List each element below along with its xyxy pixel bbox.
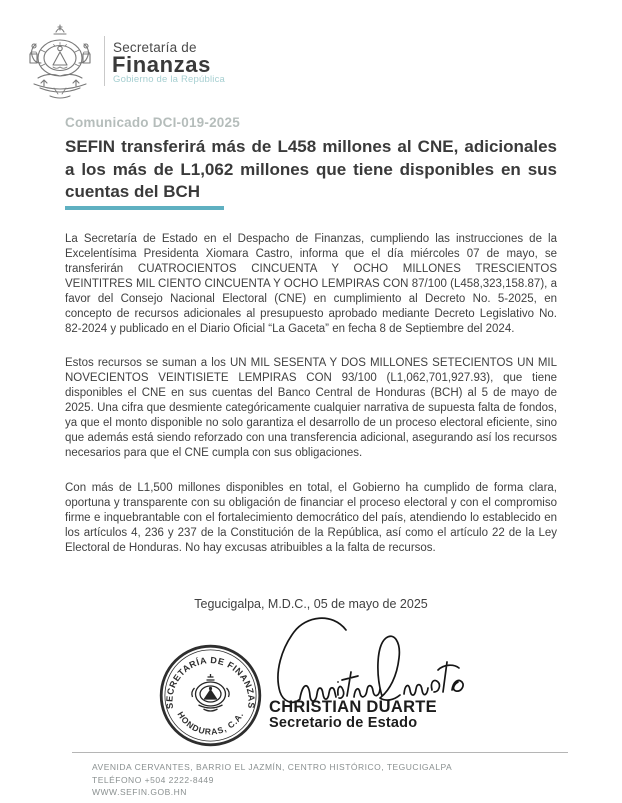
- footer-address: AVENIDA CERVANTES, BARRIO EL JAZMÍN, CENTRO HISTÓRICO, TEGUCIGALPA: [92, 762, 453, 772]
- handwritten-signature: [230, 598, 470, 713]
- footer-phone: TELÉFONO +504 2222-8449: [92, 774, 214, 785]
- org-name-line1: Secretaría de: [113, 40, 197, 55]
- footer: [92, 761, 452, 799]
- footer-website: WWW.SEFIN.GOB.HN: [92, 787, 187, 797]
- svg-text:HONDURAS, C.A.: [175, 710, 245, 737]
- headline: SEFIN transferirá más de L458 millones al CNE, adicionales a los más de L1,062 millones que tiene disponibles en sus cuentas del BCH: [65, 137, 557, 201]
- seal-top-text: SECRETARÍA DE FINANZAS: [164, 655, 257, 710]
- paragraph-1: La Secretaría de Estado en el Despacho de Finanzas, cumpliendo las instrucciones de la Excelentísima Presidenta Xiomara Castro, informa que el día miércoles 07 de mayo, se transferirán CUATROCIENTOS CINCUENTA Y OCHO MILLONES TRESCIENTOS VEINTITRES MIL CIENTO CINCUENTA Y OCHO LEMPIRAS CON 87/100 (L458,323,158.87), a favor del Consejo Nacional Electoral (CNE) en cumplimiento al Decreto No. 5-2025, en concepto de recursos adicionales al presupuesto aprobado mediante Decreto Legislativo No. 82-2024 y publicado en el Diario Oficial “La Gaceta” en fecha 8 de Septiembre del 2024.: [65, 233, 557, 335]
- logo-divider: [104, 36, 105, 86]
- footer-divider: [72, 752, 568, 753]
- honduras-coat-of-arms-icon: [24, 22, 96, 106]
- org-name-line2: Finanzas: [112, 52, 211, 77]
- org-tagline: Gobierno de la República: [113, 74, 226, 85]
- dateline: Tegucigalpa, M.D.C., 05 de mayo de 2025: [194, 597, 428, 611]
- signer-name: CHRISTIAN DUARTE: [269, 698, 437, 716]
- signer-title: Secretario de Estado: [269, 715, 418, 731]
- paragraph-3: Con más de L1,500 millones disponibles en total, el Gobierno ha cumplido de forma clara, oportuna y transparente con su obligación de financiar el proceso electoral y con el compromiso firme e inquebrantable con el fortalecimiento democrático del país, atendiendo lo establecido en los artículos 4, 236 y 237 de la Constitución de la República, así como el artículo 22 de la Ley Electoral de Honduras. No hay excusas atribuibles a la falta de recursos.: [65, 482, 557, 554]
- headline-underline-rule: [65, 206, 224, 210]
- comunicado-number: Comunicado DCI-019-2025: [65, 115, 240, 130]
- seal-center-emblem: [192, 674, 229, 711]
- seal-bottom-text: HONDURAS, C.A.: [175, 709, 246, 737]
- paragraph-2: Estos recursos se suman a los UN MIL SESENTA Y DOS MILLONES SETECIENTOS UN MIL NOVECIENTOS VEINTISIETE LEMPIRAS CON 93/100 (L1,062,701,927.93), que tiene disponibles el CNE en sus cuentas del Banco Central de Honduras (BCH) al 5 de mayo de 2025. Una cifra que desmiente categóricamente cualquier narrativa de supuesta falta de fondos, ya que el monto disponible no solo garantiza el desarrollo de un proceso electoral eficiente, sino que además está siendo reforzado con una transferencia adicional, asegurando así los recursos necesarios para que el CNE cumpla con sus obligaciones.: [65, 357, 557, 459]
